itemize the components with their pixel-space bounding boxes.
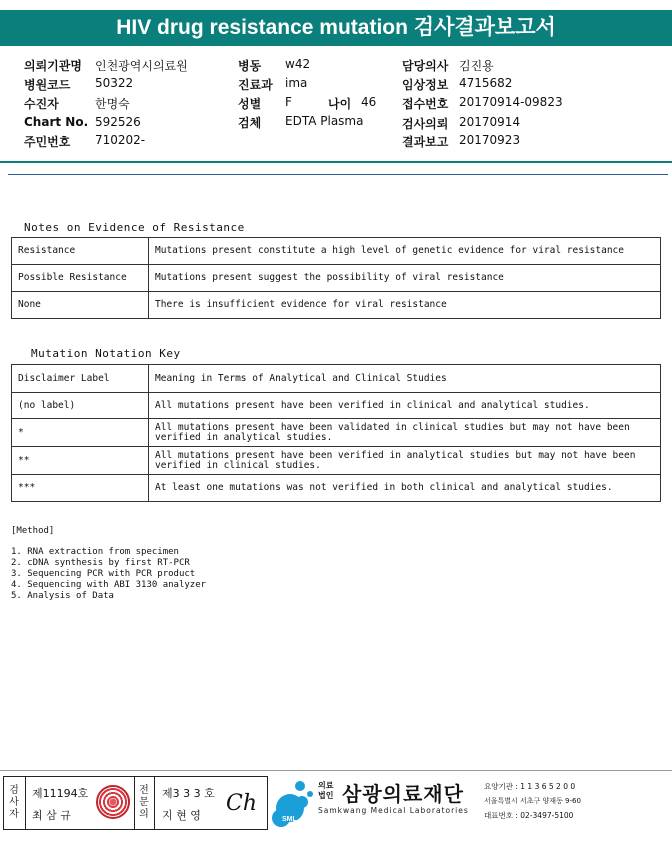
resistance-desc: Mutations present constitute a high level of genetic evidence for viral resistance	[149, 238, 661, 265]
patient-value: 한명숙	[95, 97, 130, 111]
receipt-no-value: 20170914-09823	[459, 95, 563, 109]
sex-label: 성별	[238, 97, 262, 111]
department-value: ima	[285, 76, 308, 90]
table-header-row	[12, 365, 661, 393]
notation-label: (no label)	[12, 393, 149, 419]
section-divider	[8, 174, 668, 175]
org-name: 삼광의료재단	[342, 782, 464, 806]
specialist-label: 전 문 의	[139, 785, 149, 820]
hospital-code-value: 50322	[95, 76, 134, 90]
tester-name: 최 삼 규	[32, 809, 71, 822]
specimen-label: 검체	[238, 116, 262, 130]
method-title: [Method]	[11, 526, 55, 536]
table-row	[12, 265, 661, 292]
notation-label: **	[12, 447, 149, 475]
receipt-no-label: 접수번호	[402, 97, 449, 111]
report-date-label: 결과보고	[402, 135, 449, 149]
notation-meaning: All mutations present have been validated in clinical studies but may not have been verified in analytical studies.	[149, 419, 661, 447]
org-english-name: Samkwang Medical Laboratories	[318, 806, 469, 815]
table-row	[12, 419, 661, 447]
clinical-info-label: 임상정보	[402, 78, 449, 92]
department-label: 진료과	[238, 78, 273, 92]
resident-no-label: 주민번호	[24, 135, 71, 149]
org-address: 서울특별시 서초구 양재동 9-60	[484, 797, 581, 805]
tester-label: 검 사 자	[9, 785, 19, 820]
age-label: 나이	[328, 97, 352, 111]
request-date-label: 검사의뢰	[402, 117, 449, 131]
resistance-table	[11, 237, 661, 319]
physician-label: 담당의사	[402, 59, 449, 73]
method-step: 2. cDNA synthesis by first RT-PCR	[11, 558, 190, 568]
hospital-code-label: 병원코드	[24, 78, 71, 92]
physician-value: 김진용	[459, 59, 494, 73]
age-value: 46	[361, 95, 377, 109]
ward-value: w42	[285, 57, 311, 71]
table-row	[12, 238, 661, 265]
resistance-term: Possible Resistance	[12, 265, 149, 292]
request-date-value: 20170914	[459, 115, 521, 129]
notation-meaning: At least one mutations was not verified in both clinical and analytical studies.	[149, 475, 661, 502]
org-phone: 대표번호 : 02-3497-5100	[484, 811, 574, 820]
institution-label: 의뢰기관명	[24, 59, 82, 73]
chart-no-value: 592526	[95, 115, 141, 129]
institution-value: 인천광역시의료원	[95, 59, 188, 73]
report-title-bar	[0, 10, 672, 46]
notation-label: ***	[12, 475, 149, 502]
specialist-name: 지 현 영	[162, 809, 201, 822]
resistance-desc: There is insufficient evidence for viral resistance	[149, 292, 661, 319]
chart-no-label: Chart No.	[24, 115, 89, 129]
notation-table	[11, 364, 661, 502]
specialist-signature: Ch	[226, 791, 258, 816]
notation-meaning: All mutations present have been verified in analytical studies but may not have been verified in clinical studies.	[149, 447, 661, 475]
table-row	[12, 447, 661, 475]
ward-label: 병동	[238, 59, 262, 73]
specimen-value: EDTA Plasma	[285, 114, 364, 128]
logo-text: SML	[282, 816, 297, 823]
notation-section-title: Mutation Notation Key	[31, 347, 181, 360]
footer-divider	[0, 770, 672, 771]
method-section	[11, 526, 206, 602]
signature-box	[3, 776, 268, 830]
method-step: 4. Sequencing with ABI 3130 analyzer	[11, 580, 207, 590]
specialist-license-no: 제3 3 3 호	[162, 787, 215, 800]
care-number: 요양기관 : 1 1 3 6 5 2 0 0	[484, 782, 576, 791]
header-disclaimer-label: Disclaimer Label	[12, 365, 149, 393]
resistance-term: None	[12, 292, 149, 319]
report-date-value: 20170923	[459, 133, 521, 147]
clinical-info-value: 4715682	[459, 76, 513, 90]
resistance-desc: Mutations present suggest the possibility of viral resistance	[149, 265, 661, 292]
report-title: HIV drug resistance mutation 검사결과보고서	[116, 16, 556, 39]
resistance-term: Resistance	[12, 238, 149, 265]
sml-logo-icon	[270, 778, 316, 830]
tester-license-no: 제11194호	[32, 787, 89, 800]
method-step: 5. Analysis of Data	[11, 591, 114, 601]
notation-meaning: All mutations present have been verified in clinical and analytical studies.	[149, 393, 661, 419]
org-type: 의료 법인	[318, 781, 334, 800]
notation-label: *	[12, 419, 149, 447]
table-row	[12, 393, 661, 419]
sex-value: F	[285, 95, 292, 109]
method-step: 3. Sequencing PCR with PCR product	[11, 569, 196, 579]
patient-label: 수진자	[24, 97, 59, 111]
table-row	[12, 292, 661, 319]
method-step: 1. RNA extraction from specimen	[11, 547, 179, 557]
resistance-section-title: Notes on Evidence of Resistance	[24, 221, 245, 234]
resident-no-value: 710202-	[95, 133, 146, 147]
table-row	[12, 475, 661, 502]
header-meaning: Meaning in Terms of Analytical and Clinical Studies	[149, 365, 661, 393]
info-divider	[0, 161, 672, 163]
official-seal	[96, 785, 130, 819]
